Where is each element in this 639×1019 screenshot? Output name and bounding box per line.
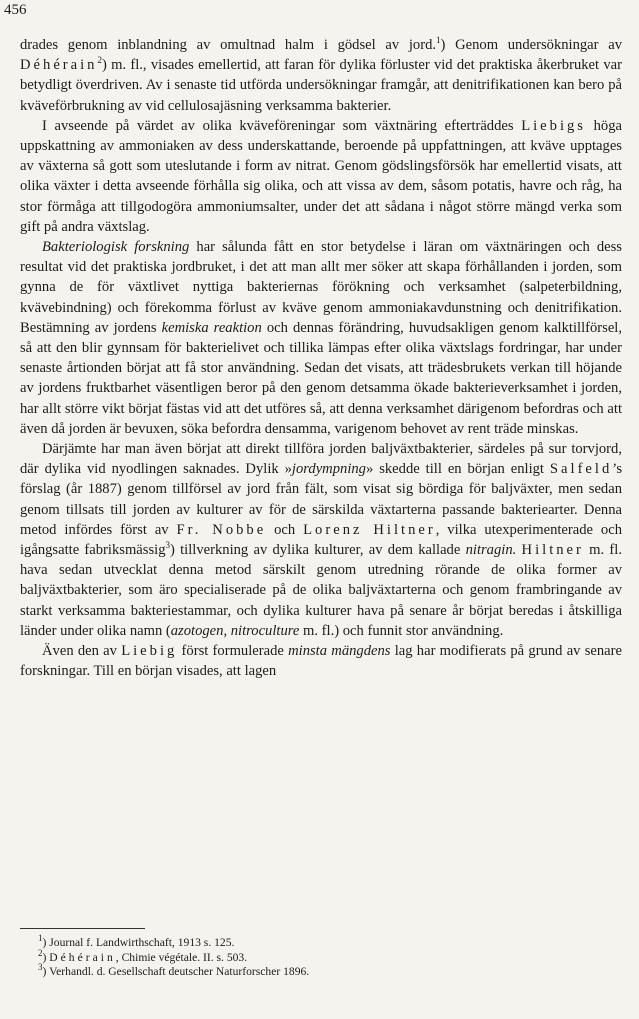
name-liebigs: Liebigs — [521, 117, 586, 134]
paragraph-3: Bakteriologisk forskning har sålunda fått en stor betydelse i läran om växtnäringen och dess resultat vid det praktiska jordbruket, i det att man allt mer söker att skapa förhållanden i jorden, som gynna de för växtlivet nyttiga bakteriernas förökning och verksamhet (salpeterbildning, kvävebindning) och förekomma förlust av kväve genom ammoniakavdunstning och denitrifikation. Bestämning av jordens kemiska reaktion och dennas förändring, huvudsakligen genom kalktillförsel, så att den blir gynnsam för bakterielivet och tillika lämpas efter olika växtslags fordringar, har under senaste årtionden börjat att få stor användning. Sedan det visats, att trädesbrukets verkan till höjande av jordens fruktbarhet väsentligen beror på den genom detsamma ökade bakterieverksamhet i jorden, har allt större vikt börjat fästas vid att det utföres så, att denna verksamhet därigenom befordras och att även då jorden är bevuxen, söka befordra densamma, varigenom behovet av rent träde minskas. — [20, 239, 622, 437]
paragraph-2: I avseende på värdet av olika kväveföreningar som växtnäring efterträddes Liebigs höga uppskattning av ammoniaken av dess underskattande, beroende på uppfattningen, att kväve upptages av växterna så gott som uteslutande i form av nitrat. Genom gödslingsförsök har emellertid visats, att olika växter i detta avseende förhålla sig olika, och att vissa av dem, såsom potatis, havre och råg, ha stor förmåga att tillgodogöra ammoniumsalter, under det att sådana i något större mängd verka som gift på andra växtslag. — [20, 117, 622, 235]
name-deherain: Déhérain — [20, 57, 98, 74]
footnote-ref-3: 3 — [165, 540, 170, 551]
term-jordympning: jordympning — [291, 461, 366, 478]
footnote-1: $^1$) Journal f. Landwirthschaft, 1913 s. 125. — [38, 933, 235, 949]
body-text — [20, 35, 622, 682]
name-hiltner-2: Hiltner — [521, 542, 584, 559]
term-bakteriologisk-forskning: Bakteriologisk forskning — [42, 239, 190, 256]
paragraph-4: Därjämte har man även börjat att direkt tillföra jorden baljväxtbakterier, särdeles på sur torvjord, där dylika vid nyodlingen saknades. Dylik »jordympning» skedde till en början enligt Salfeld’s förslag (år 1887) genom tillförsel av jord från fält, som visat sig bördiga för baljväxter, men sedan genom tillsats till jorden av kulturer av för de särskilda växtarterna passande bakteriearter. Denna metod infördes först av Fr. Nobbe och Lorenz Hiltner, vilka utexperimenterade och igångsatte fabriksmässig$^3$) tillverkning av dylika kulturer, av dem kallade nitragin. Hiltner m. fl. hava sedan utvecklat denna metod särskilt genom utredning rörande de olika former av baljväxtbakterier, som äro specialiserade på de olika baljväxtarterna och genom frambringande av starkt verksamma bakteriestammar, och dylika kulturer hava på senare år börjat beredas i åtskilliga länder under olika namn (azotogen, nitroculture m. fl.) och funnit stor användning. — [20, 441, 623, 639]
name-nobbe: Fr. Nobbe — [176, 521, 267, 538]
term-kemiska-reaktion: kemiska reaktion — [161, 319, 262, 336]
footnote-ref-1: 1 — [436, 35, 441, 46]
footnote-divider — [20, 928, 145, 929]
footnote-3: $^3$) Verhandl. d. Gesellschaft deutscher Naturforscher 1896. — [38, 962, 310, 978]
footnotes — [38, 933, 310, 980]
name-salfeld: Salfeld — [549, 461, 613, 478]
name-hiltner: Lorenz Hiltner — [303, 521, 436, 538]
term-azotogen: azotogen, nitroculture — [170, 622, 300, 639]
term-minsta-mangdens: minsta mängdens — [288, 643, 391, 660]
footnote-ref-2: 2 — [97, 55, 102, 66]
paragraph-5: Även den av Liebig först formulerade minsta mängdens lag har modifierats på grund av senare forskningar. Till en början visades, att lagen — [20, 643, 622, 680]
page-number: 456 — [4, 2, 27, 18]
paragraph-1: drades genom inblandning av omultnad halm i gödsel av jord.$^1$) Genom undersökningar av Déhérain$^2$) m. fl., visades emellertid, att faran för dylika förluster vid det praktiska åkerbruket var betydligt överdriven. Av i senaste tid utförda undersökningar framgår, att denitrifikationen kan bero på kväveförbrukning av vid cellulosajäsning verksamma bakterier. — [20, 35, 623, 114]
footnote-2: $^2$) Déhérain, Chimie végétale. II. s. 503. — [38, 947, 248, 964]
name-liebig: Liebig — [121, 643, 178, 660]
term-nitragin: nitragin. — [465, 542, 517, 559]
